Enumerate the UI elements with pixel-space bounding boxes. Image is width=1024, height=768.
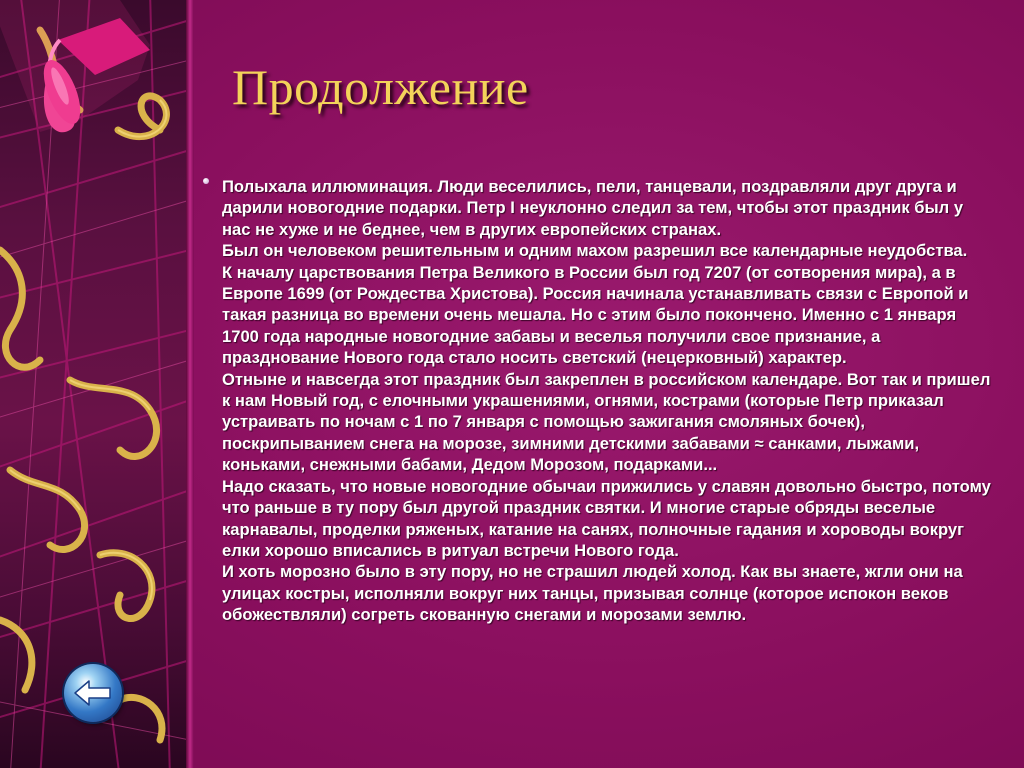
- back-arrow-icon: [73, 678, 113, 708]
- paragraph: Отныне и навсегда этот праздник был закреплен в российском календаре. Вот так и пришел к нам Новый год, с елочными украшениями, огнями, кострами (которые Петр приказал устраивать по ночам с 1 по 7 января с помощью зажигания смоляных бочек), поскрипыванием снега на морозе, зимними детскими забавами ≈ санками, лыжами, коньками, снежными бабами, Дедом Морозом, подарками...: [222, 369, 991, 475]
- slide-title: Продолжение: [232, 59, 529, 115]
- paragraph: К началу царствования Петра Великого в России был год 7207 (от сотворения мира), а в Европе 1699 (от Рождества Христова). Россия начинала устанавливать связи с Европой и такая разница во времени очень мешала. Но с этим было покончено. Именно с 1 января 1700 года народные новогодние забавы и веселья получили свое признание, а празднование Нового года стало носить светский (нецерковный) характер.: [222, 262, 969, 368]
- body-text: [205, 176, 995, 626]
- divider: [186, 0, 194, 768]
- paragraph: И хоть морозно было в эту пору, но не страшил людей холод. Как вы знаете, жгли они на улицах костры, исполняли вокруг них танцы, призывая солнце (которое испокон веков обожествляли) согреть скованную снегами и морозами землю.: [222, 562, 963, 625]
- decorative-tinsel-image: [0, 0, 186, 768]
- back-button[interactable]: [64, 664, 122, 722]
- paragraph: Был он человеком решительным и одним махом разрешил все календарные неудобства.: [222, 241, 968, 261]
- paragraph: Надо сказать, что новые новогодние обычаи прижились у славян довольно быстро, потому что раньше в ту пору был другой праздник святки. И многие старые обряды веселые карнавалы, проделки ряженых, катание на санях, полночные гадания и хороводы вокруг елки хорошо вписались в ритуал встречи Нового года.: [222, 476, 991, 560]
- paragraph: Полыхала иллюминация. Люди веселились, пели, танцевали, поздравляли друг друга и дарили новогодние подарки. Петр I неуклонно следил за тем, чтобы этот праздник был у нас не хуже и не беднее, чем в других европейских странах.: [222, 177, 964, 239]
- bullet-item: [205, 176, 995, 626]
- bullet-icon: [203, 178, 209, 184]
